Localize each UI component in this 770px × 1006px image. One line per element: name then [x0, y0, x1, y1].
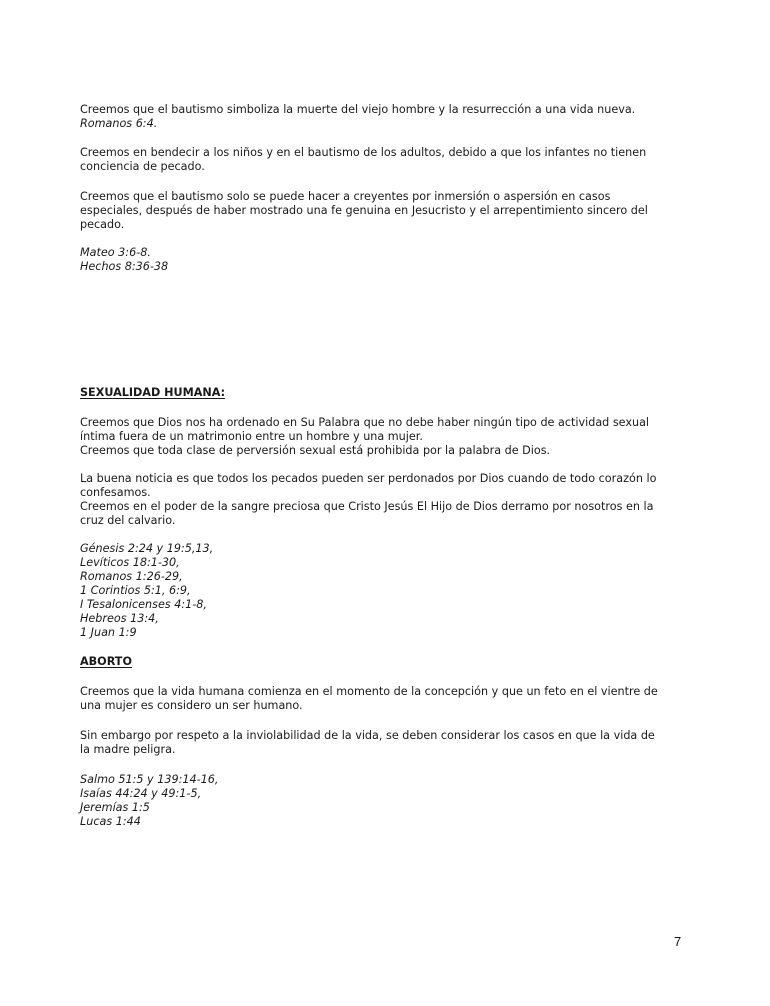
paragraph-line: cruz del calvario. [80, 514, 176, 527]
paragraph-line: Creemos que el bautismo simboliza la muerte del viejo hombre y la resurrección a una vida nueva. [80, 103, 636, 116]
scripture-reference: I Tesalonicenses 4:1-8, [80, 598, 207, 611]
section-heading: SEXUALIDAD HUMANA: [80, 386, 226, 399]
paragraph-line: la madre peligra. [80, 743, 176, 756]
paragraph-line: Creemos que la vida humana comienza en el momento de la concepción y que un feto en el vientre de [80, 685, 658, 698]
scripture-reference: Levíticos 18:1-30, [80, 556, 180, 569]
baptism-paragraph-3 [80, 190, 690, 232]
scripture-reference: 1 Juan 1:9 [80, 626, 137, 639]
section-heading: ABORTO [80, 655, 132, 668]
baptism-references [80, 246, 690, 274]
sexuality-paragraph-1 [80, 416, 690, 458]
paragraph-line: conciencia de pecado. [80, 160, 205, 173]
paragraph-line: especiales, después de haber mostrado una fe genuina en Jesucristo y el arrepentimiento sincero del [80, 204, 648, 217]
sexuality-paragraph-2 [80, 472, 690, 528]
document-page [80, 103, 690, 829]
scripture-reference: Romanos 1:26-29, [80, 570, 183, 583]
paragraph-line: íntima fuera de un matrimonio entre un hombre y una mujer. [80, 430, 423, 443]
paragraph-line: Sin embargo por respeto a la inviolabilidad de la vida, se deben considerar los casos en que la vida de [80, 729, 655, 742]
scripture-reference: Génesis 2:24 y 19:5,13, [80, 542, 214, 555]
scripture-reference: Lucas 1:44 [80, 815, 141, 828]
paragraph-line: pecado. [80, 218, 125, 231]
paragraph-line: Creemos que Dios nos ha ordenado en Su Palabra que no debe haber ningún tipo de actividad sexual [80, 416, 650, 429]
abortion-paragraph-1 [80, 685, 690, 713]
paragraph-line: Creemos en bendecir a los niños y en el bautismo de los adultos, debido a que los infantes no tienen [80, 146, 647, 159]
abortion-paragraph-2 [80, 729, 690, 757]
sexuality-section [80, 386, 690, 640]
paragraph-line: confesamos. [80, 486, 151, 499]
abortion-references [80, 773, 690, 829]
page-number: 7 [674, 934, 682, 949]
scripture-reference: Mateo 3:6-8. [80, 246, 151, 259]
sexuality-references [80, 542, 690, 640]
scripture-reference: 1 Corintios 5:1, 6:9, [80, 584, 191, 597]
paragraph-line: Creemos que toda clase de perversión sexual está prohibida por la palabra de Dios. [80, 444, 551, 457]
paragraph-line: La buena noticia es que todos los pecados pueden ser perdonados por Dios cuando de todo corazón lo [80, 472, 657, 485]
paragraph-line: Creemos en el poder de la sangre preciosa que Cristo Jesús El Hijo de Dios derramo por nosotros en la [80, 500, 654, 513]
baptism-paragraph-1 [80, 103, 690, 131]
scripture-reference: Hechos 8:36-38 [80, 260, 169, 273]
scripture-reference: Isaías 44:24 y 49:1-5, [80, 787, 202, 800]
scripture-reference: Romanos 6:4. [80, 117, 158, 130]
scripture-reference: Jeremías 1:5 [80, 801, 150, 814]
baptism-section [80, 103, 690, 274]
paragraph-line: Creemos que el bautismo solo se puede hacer a creyentes por inmersión o aspersión en casos [80, 190, 611, 203]
abortion-section [80, 655, 690, 829]
scripture-reference: Salmo 51:5 y 139:14-16, [80, 773, 219, 786]
scripture-reference: Hebreos 13:4, [80, 612, 159, 625]
baptism-paragraph-2 [80, 146, 690, 174]
paragraph-line: una mujer es considero un ser humano. [80, 699, 303, 712]
